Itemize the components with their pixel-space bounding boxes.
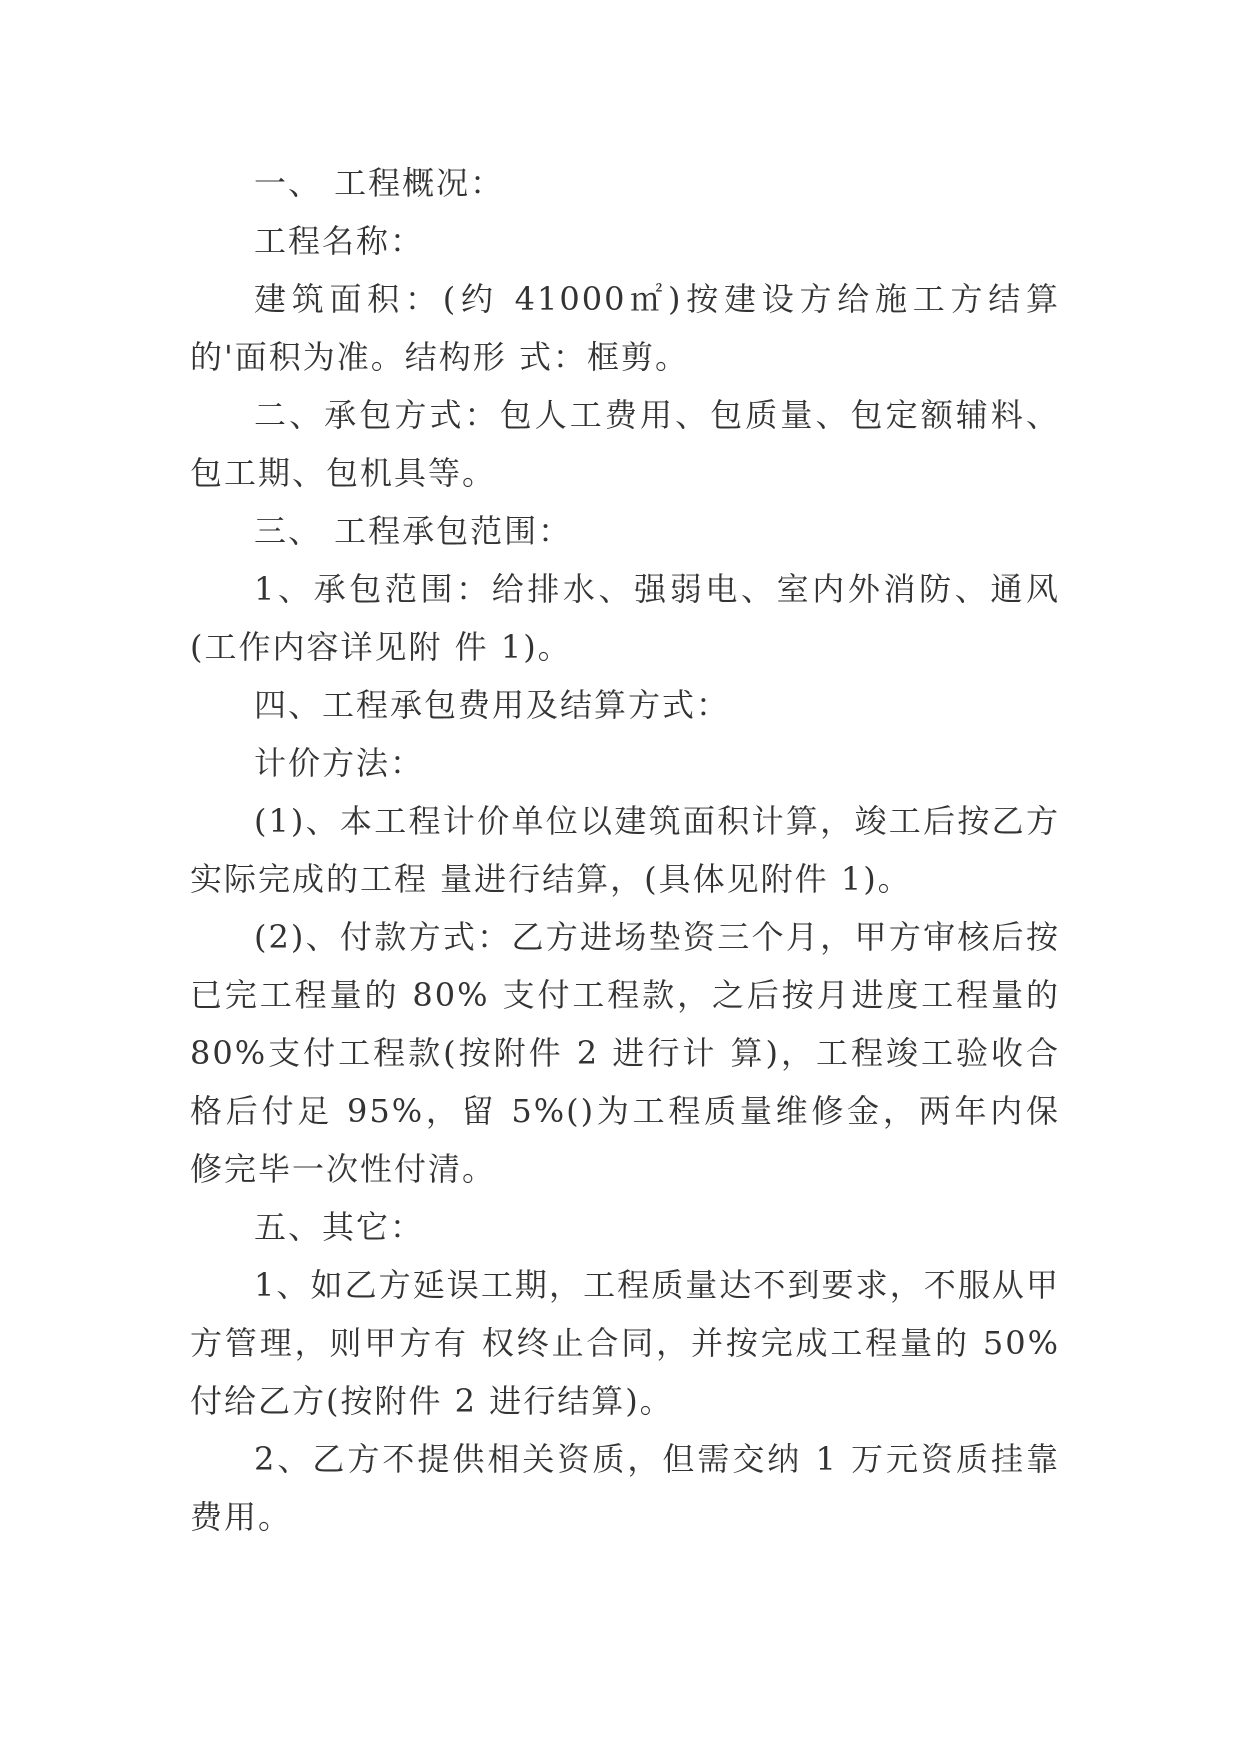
pricing-method-line: 计价方法： [254,744,425,782]
pricing-item-1: (1)、本工程计价单位以建筑面积计算，竣工后按乙方实际完成的工程 量进行结算，(具体见附件 1)。 [190,802,1060,898]
contract-method-paragraph: 二、承包方式：包人工费用、包质量、包定额辅料、包工期、包机具等。 [190,396,1060,492]
other-item-1: 1、如乙方延误工期，工程质量达不到要求，不服从甲方管理，则甲方有 权终止合同，并按完成工程量的 50%付给乙方(按附件 2 进行结算)。 [190,1266,1060,1420]
building-area-paragraph: 建筑面积：(约 41000㎡)按建设方给施工方结算的'面积为准。结构形 式：框剪。 [190,280,1060,376]
section-heading-overview: 一、 工程概况： [254,164,505,202]
document-body [190,154,1060,1546]
section-heading-other: 五、其它： [254,1208,425,1246]
payment-item-2: (2)、付款方式：乙方进场垫资三个月，甲方审核后按已完工程量的 80% 支付工程款，之后按月进度工程量的 80%支付工程款(按附件 2 进行计 算)，工程竣工验收合格后付足 95%，留 5%()为工程质量维修金，两年内保 修完毕一次性付清。 [190,918,1060,1188]
section-heading-fees: 四、工程承包费用及结算方式： [254,686,731,724]
section-heading-scope: 三、 工程承包范围： [254,512,573,550]
project-name-line: 工程名称： [254,222,425,260]
scope-paragraph: 1、承包范围：给排水、强弱电、室内外消防、通风(工作内容详见附 件 1)。 [190,570,1060,666]
other-item-2: 2、乙方不提供相关资质，但需交纳 1 万元资质挂靠费用。 [190,1440,1060,1536]
